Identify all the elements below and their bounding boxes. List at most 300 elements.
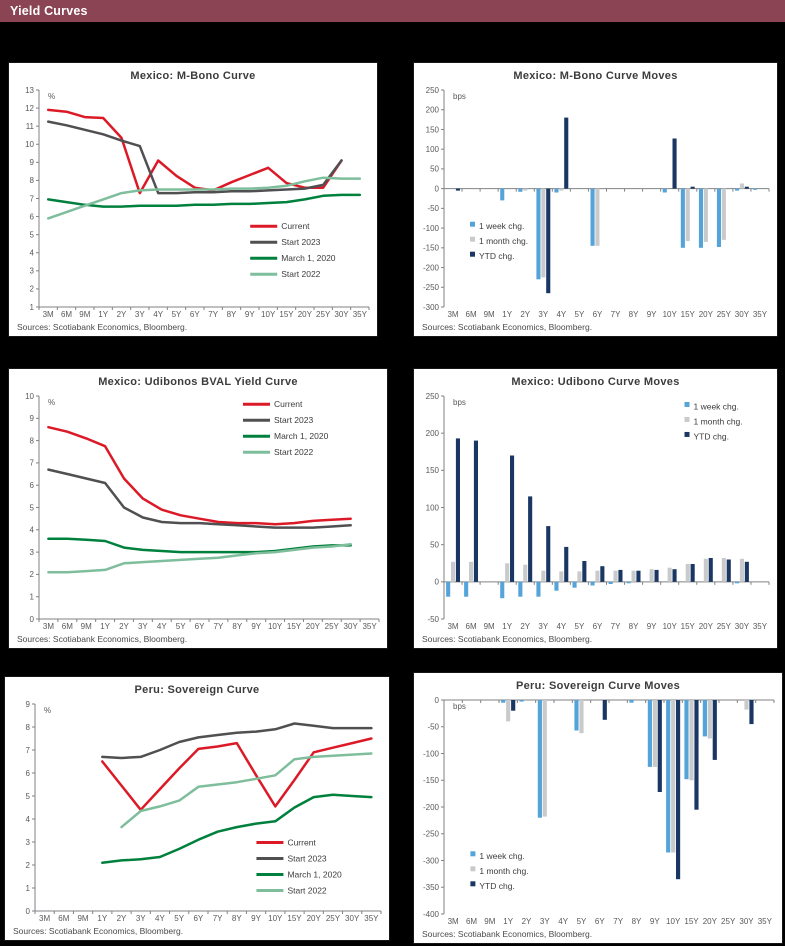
bar-1 month chg.	[671, 700, 675, 853]
bar-YTD chg.	[676, 700, 680, 879]
x-tick-label: 3M	[42, 622, 55, 631]
y-tick-label: 100	[425, 503, 439, 513]
bar-1 month chg.	[653, 700, 657, 767]
y-tick-label: 12	[25, 103, 34, 113]
x-tick-label: 3M	[39, 914, 51, 923]
y-tick-label: 8	[29, 436, 34, 446]
unit-label: bps	[453, 92, 466, 101]
bar-1 month chg.	[704, 189, 708, 242]
x-tick-label: 6Y	[594, 917, 605, 926]
bar-1 week chg.	[538, 700, 542, 818]
y-tick-label: -100	[422, 223, 439, 233]
x-tick-label: 3Y	[539, 917, 550, 926]
x-tick-label: 8Y	[628, 622, 639, 631]
bar-1 week chg.	[735, 189, 739, 191]
y-tick-label: 1	[25, 883, 30, 893]
panel-peru-sovereign-curve-moves	[413, 672, 783, 944]
bar-1 month chg.	[614, 571, 618, 582]
x-tick-label: 25Y	[716, 310, 731, 319]
bar-YTD chg.	[582, 561, 586, 582]
mexico-mbono-curve-plot	[9, 83, 377, 322]
bar-YTD chg.	[474, 441, 478, 582]
chart-sources: Sources: Scotiabank Economics, Bloomberg.	[17, 322, 188, 332]
bar-1 week chg.	[629, 700, 633, 703]
x-tick-label: 3M	[447, 622, 459, 631]
x-tick-label: 9M	[483, 622, 495, 631]
chart-sources: Sources: Scotiabank Economics, Bloomberg.	[17, 634, 188, 644]
x-tick-label: 25Y	[721, 917, 736, 926]
series-Current	[48, 110, 341, 193]
x-tick-label: 3Y	[137, 622, 148, 631]
bar-1 week chg.	[663, 189, 667, 193]
bar-1 month chg.	[668, 568, 672, 582]
bar-1 month chg.	[505, 563, 509, 582]
bar-1 month chg.	[686, 564, 690, 582]
x-tick-label: 25Y	[324, 622, 339, 631]
peru-sovereign-curve-moves-plot	[414, 693, 782, 929]
legend-label: Current	[274, 399, 303, 410]
x-tick-label: 35Y	[352, 310, 367, 319]
x-tick-label: 10Y	[261, 310, 276, 319]
bar-1 week chg.	[574, 700, 578, 731]
x-tick-label: 4Y	[155, 914, 165, 923]
mexico-udibono-curve-moves-plot	[414, 389, 777, 634]
y-tick-label: 5	[29, 230, 34, 240]
y-tick-label: 100	[425, 144, 439, 154]
bar-YTD chg.	[546, 189, 550, 294]
series-March 1, 2020	[102, 795, 371, 863]
x-tick-label: 5Y	[576, 917, 587, 926]
bar-YTD chg.	[673, 569, 677, 582]
legend-label: YTD chg.	[479, 251, 515, 262]
x-tick-label: 4Y	[153, 310, 164, 319]
x-tick-label: 5Y	[174, 914, 185, 923]
x-tick-label: 20Y	[297, 310, 312, 319]
y-tick-label: 10	[25, 140, 34, 150]
bar-1 week chg.	[500, 189, 504, 201]
y-tick-label: 9	[29, 158, 34, 168]
bar-1 month chg.	[595, 571, 599, 582]
x-tick-label: 10Y	[662, 622, 677, 631]
y-tick-label: 7	[25, 745, 30, 755]
y-tick-label: 4	[29, 248, 34, 258]
x-tick-label: 20Y	[698, 622, 713, 631]
x-tick-label: 1Y	[100, 622, 111, 631]
bar-1 month chg.	[506, 700, 510, 721]
y-tick-label: 4	[29, 525, 34, 535]
legend-label: 1 month chg.	[693, 416, 743, 427]
y-tick-label: 2	[29, 570, 34, 580]
bar-1 week chg.	[703, 700, 707, 736]
x-tick-label: 20Y	[702, 917, 717, 926]
x-tick-label: 2Y	[520, 310, 531, 319]
y-tick-label: 7	[29, 194, 34, 204]
bar-1 month chg.	[689, 700, 693, 780]
bar-YTD chg.	[528, 496, 532, 582]
x-tick-label: 2Y	[521, 917, 532, 926]
x-tick-label: 20Y	[306, 914, 321, 923]
x-tick-label: 1Y	[97, 914, 108, 923]
bar-1 month chg.	[744, 700, 748, 710]
y-tick-label: -200	[422, 263, 439, 273]
legend-swatch	[470, 237, 475, 242]
y-tick-label: 0	[29, 614, 34, 624]
x-tick-label: 30Y	[739, 917, 754, 926]
unit-label: %	[48, 92, 56, 101]
x-tick-label: 6Y	[592, 622, 603, 631]
y-tick-label: 11	[25, 121, 34, 131]
x-tick-label: 7Y	[208, 310, 219, 319]
series-March 1, 2020	[48, 195, 360, 207]
x-tick-label: 6M	[58, 914, 70, 923]
bar-YTD chg.	[564, 547, 568, 582]
y-tick-label: 8	[29, 176, 34, 186]
x-tick-label: 25Y	[316, 310, 331, 319]
bar-YTD chg.	[456, 189, 460, 191]
chart-title: Mexico: M-Bono Curve	[130, 70, 256, 82]
legend-label: Start 2022	[281, 269, 321, 280]
bar-1 week chg.	[520, 700, 524, 702]
x-tick-label: 1Y	[503, 917, 514, 926]
y-tick-label: -150	[422, 243, 439, 253]
x-tick-label: 10Y	[268, 914, 283, 923]
bar-1 week chg.	[554, 582, 558, 591]
legend-label: Start 2023	[281, 237, 321, 248]
series-Start 2023	[102, 724, 371, 759]
x-tick-label: 9M	[80, 622, 92, 631]
unit-label: %	[48, 398, 56, 407]
y-tick-label: 1	[29, 302, 34, 312]
series-Current	[102, 739, 371, 810]
bar-1 month chg.	[722, 189, 726, 240]
x-tick-label: 5Y	[175, 622, 186, 631]
bar-1 month chg.	[650, 569, 654, 582]
bar-1 month chg.	[708, 700, 712, 739]
bar-YTD chg.	[510, 456, 514, 582]
bar-1 week chg.	[500, 582, 504, 598]
y-tick-label: 3	[25, 837, 30, 847]
bar-1 month chg.	[704, 559, 708, 582]
panel-mexico-mbono-curve-moves	[413, 62, 778, 337]
y-tick-label: 4	[25, 814, 30, 824]
chart-title: Peru: Sovereign Curve Moves	[516, 680, 680, 692]
x-tick-label: 30Y	[734, 310, 750, 319]
bar-1 week chg.	[518, 582, 522, 597]
bar-YTD chg.	[694, 700, 698, 810]
bar-1 month chg.	[559, 571, 563, 581]
bar-1 month chg.	[686, 189, 690, 242]
bar-1 week chg.	[684, 700, 688, 779]
x-tick-label: 1Y	[98, 310, 109, 319]
x-tick-label: 4Y	[556, 622, 567, 631]
y-tick-label: 150	[425, 466, 439, 476]
legend-swatch	[470, 866, 475, 871]
x-tick-label: 7Y	[613, 917, 624, 926]
bar-YTD chg.	[691, 187, 695, 189]
panel-mexico-mbono-curve	[8, 62, 378, 337]
chart-sources: Sources: Scotiabank Economics, Bloomberg.	[422, 929, 593, 939]
legend-label: 1 month chg.	[479, 236, 529, 247]
y-tick-label: 6	[25, 768, 30, 778]
x-tick-label: 9Y	[251, 914, 261, 923]
chart-sources: Sources: Scotiabank Economics, Bloomberg.	[422, 322, 593, 332]
legend-label: 1 month chg.	[479, 865, 529, 876]
bar-YTD chg.	[511, 700, 515, 711]
y-tick-label: 2	[25, 860, 30, 870]
x-tick-label: 1Y	[502, 310, 513, 319]
bar-1 week chg.	[753, 189, 757, 190]
chart-title: Mexico: Udibono Curve Moves	[511, 376, 680, 388]
bar-1 month chg.	[740, 184, 744, 189]
unit-label: bps	[453, 702, 466, 711]
bar-YTD chg.	[658, 700, 662, 792]
x-tick-label: 9M	[483, 310, 495, 319]
x-tick-label: 35Y	[752, 310, 768, 319]
x-tick-label: 15Y	[287, 914, 302, 923]
x-tick-label: 4Y	[556, 310, 567, 319]
bar-YTD chg.	[745, 562, 749, 582]
page-title: Yield Curves	[10, 4, 88, 18]
legend-label: Current	[281, 221, 310, 232]
y-tick-label: 250	[425, 85, 439, 95]
x-tick-label: 3Y	[538, 310, 549, 319]
y-tick-label: 0	[434, 184, 439, 194]
y-tick-label: 200	[425, 105, 439, 115]
y-tick-label: -200	[422, 802, 439, 812]
bar-1 week chg.	[591, 189, 595, 246]
x-tick-label: 9M	[484, 917, 496, 926]
legend-label: Start 2023	[274, 415, 314, 426]
x-tick-label: 15Y	[680, 622, 695, 631]
x-tick-label: 9Y	[646, 310, 657, 319]
y-tick-label: -100	[422, 749, 439, 759]
y-tick-label: 5	[25, 791, 30, 801]
x-tick-label: 8Y	[232, 622, 243, 631]
x-tick-label: 3M	[447, 310, 459, 319]
chart-title: Peru: Sovereign Curve	[134, 684, 260, 696]
y-tick-label: -250	[422, 283, 439, 293]
y-tick-label: -350	[422, 883, 439, 893]
x-tick-label: 6M	[60, 310, 73, 319]
legend-swatch	[685, 402, 690, 407]
legend-swatch	[470, 252, 475, 257]
legend-swatch	[470, 222, 475, 227]
bar-1 month chg.	[541, 571, 545, 582]
mexico-mbono-curve-moves-plot	[414, 83, 777, 322]
y-tick-label: -50	[427, 722, 439, 732]
bar-YTD chg.	[600, 566, 604, 582]
x-tick-label: 8Y	[631, 917, 642, 926]
x-tick-label: 15Y	[279, 310, 294, 319]
series-March 1, 2020	[48, 539, 350, 552]
x-tick-label: 3M	[42, 310, 54, 319]
y-tick-label: 7	[29, 458, 34, 468]
legend-label: Start 2022	[274, 447, 314, 458]
y-tick-label: 9	[29, 414, 34, 424]
bar-1 month chg.	[543, 700, 547, 817]
bar-YTD chg.	[603, 700, 607, 720]
legend-swatch	[470, 881, 475, 886]
y-tick-label: 0	[434, 577, 439, 587]
bar-YTD chg.	[745, 187, 749, 189]
bar-1 week chg.	[735, 582, 739, 584]
x-tick-label: 6Y	[193, 914, 204, 923]
bar-1 week chg.	[648, 700, 652, 767]
x-tick-label: 10Y	[666, 917, 681, 926]
x-tick-label: 10Y	[662, 310, 677, 319]
x-tick-label: 2Y	[116, 310, 127, 319]
y-tick-label: 6	[29, 481, 34, 490]
x-tick-label: 9Y	[251, 622, 262, 631]
y-tick-label: 13	[25, 85, 34, 95]
bar-1 week chg.	[666, 700, 670, 853]
chart-title: Mexico: M-Bono Curve Moves	[513, 70, 678, 82]
bar-1 month chg.	[451, 562, 455, 582]
x-tick-label: 6M	[465, 622, 477, 631]
unit-label: bps	[453, 398, 466, 407]
panel-peru-sovereign-curve	[4, 676, 390, 941]
y-tick-label: -150	[422, 776, 439, 786]
x-tick-label: 8Y	[231, 914, 242, 923]
bar-1 week chg.	[446, 582, 450, 597]
bar-1 month chg.	[541, 189, 545, 278]
y-tick-label: -300	[422, 302, 439, 312]
y-tick-label: 0	[25, 906, 30, 916]
legend-label: March 1, 2020	[281, 253, 336, 264]
x-tick-label: 5Y	[574, 622, 585, 631]
y-tick-label: -50	[427, 614, 439, 624]
bar-1 week chg.	[536, 189, 540, 280]
x-tick-label: 15Y	[680, 310, 695, 319]
x-tick-label: 6Y	[189, 310, 200, 319]
bar-1 month chg.	[577, 571, 581, 581]
bar-1 week chg.	[609, 582, 613, 584]
x-tick-label: 35Y	[752, 622, 768, 631]
y-tick-label: 50	[430, 540, 439, 550]
y-tick-label: -300	[422, 856, 439, 866]
y-tick-label: 150	[425, 125, 439, 135]
bar-YTD chg.	[618, 570, 622, 582]
x-tick-label: 10Y	[267, 622, 283, 631]
x-tick-label: 9Y	[649, 917, 660, 926]
x-tick-label: 15Y	[286, 622, 302, 631]
x-tick-label: 3Y	[538, 622, 549, 631]
x-tick-label: 8Y	[226, 310, 237, 319]
bar-1 week chg.	[464, 582, 468, 597]
x-tick-label: 8Y	[628, 310, 639, 319]
bar-1 month chg.	[523, 565, 527, 582]
bar-1 month chg.	[469, 562, 473, 582]
y-tick-label: 9	[25, 699, 30, 709]
bar-YTD chg.	[727, 560, 731, 582]
header-bar	[0, 0, 785, 22]
bar-YTD chg.	[713, 700, 717, 760]
x-tick-label: 1Y	[502, 622, 513, 631]
bar-YTD chg.	[691, 564, 695, 582]
peru-sovereign-curve-plot	[5, 697, 389, 926]
bar-YTD chg.	[564, 118, 568, 189]
x-tick-label: 35Y	[364, 914, 379, 923]
bar-1 month chg.	[559, 189, 563, 191]
legend-label: 1 week chg.	[479, 221, 525, 232]
x-tick-label: 7Y	[212, 914, 223, 923]
y-tick-label: -250	[422, 829, 439, 839]
x-tick-label: 9Y	[646, 622, 657, 631]
y-tick-label: -400	[422, 909, 439, 919]
bar-YTD chg.	[546, 526, 550, 582]
panel-mexico-udibonos-curve	[8, 368, 388, 649]
bar-1 week chg.	[501, 700, 505, 703]
x-tick-label: 7Y	[610, 310, 621, 319]
unit-label: %	[44, 706, 52, 715]
x-tick-label: 5Y	[574, 310, 585, 319]
x-tick-label: 3Y	[135, 914, 146, 923]
x-tick-label: 4Y	[558, 917, 569, 926]
x-tick-label: 6M	[465, 310, 477, 319]
legend-swatch	[685, 417, 690, 422]
x-tick-label: 4Y	[156, 622, 167, 631]
panel-mexico-udibono-curve-moves	[413, 368, 778, 649]
x-tick-label: 20Y	[305, 622, 321, 631]
bar-1 month chg.	[595, 189, 599, 246]
x-tick-label: 9M	[79, 310, 91, 319]
bar-1 week chg.	[699, 189, 703, 248]
series-Start 2022	[48, 544, 350, 572]
y-tick-label: 250	[425, 391, 439, 401]
y-tick-label: 6	[29, 212, 34, 222]
bar-1 week chg.	[536, 582, 540, 597]
y-tick-label: 10	[25, 391, 34, 401]
x-tick-label: 30Y	[343, 622, 358, 631]
x-tick-label: 3Y	[134, 310, 145, 319]
bar-YTD chg.	[655, 570, 659, 582]
y-tick-label: 0	[434, 695, 439, 705]
x-tick-label: 9Y	[244, 310, 255, 319]
bar-YTD chg.	[709, 558, 713, 582]
y-tick-label: 3	[29, 547, 34, 557]
x-tick-label: 25Y	[716, 622, 731, 631]
series-Current	[48, 427, 350, 524]
y-tick-label: 3	[29, 266, 34, 276]
y-tick-label: 2	[29, 284, 34, 294]
chart-sources: Sources: Scotiabank Economics, Bloomberg.	[422, 634, 593, 644]
bar-1 week chg.	[591, 582, 595, 586]
bar-YTD chg.	[673, 139, 677, 189]
legend-label: 1 week chg.	[693, 401, 739, 412]
mexico-udibonos-curve-plot	[9, 389, 387, 634]
x-tick-label: 3M	[447, 917, 459, 926]
x-tick-label: 6Y	[194, 622, 205, 631]
x-tick-label: 2Y	[116, 914, 127, 923]
bar-YTD chg.	[456, 438, 460, 582]
y-tick-label: -50	[427, 204, 439, 214]
bar-1 month chg.	[632, 571, 636, 582]
chart-sources: Sources: Scotiabank Economics, Bloomberg.	[13, 926, 184, 936]
bar-1 week chg.	[554, 189, 558, 193]
y-tick-label: 5	[29, 503, 34, 513]
legend-label: March 1, 2020	[274, 431, 329, 442]
x-tick-label: 7Y	[610, 622, 621, 631]
bar-1 week chg.	[573, 582, 577, 588]
y-tick-label: 50	[430, 164, 439, 174]
y-tick-label: 200	[425, 428, 439, 438]
x-tick-label: 2Y	[119, 622, 129, 631]
x-tick-label: 6M	[61, 622, 73, 631]
x-tick-label: 30Y	[345, 914, 360, 923]
legend-label: March 1, 2020	[287, 869, 342, 880]
x-tick-label: 5Y	[171, 310, 182, 319]
bar-YTD chg.	[636, 571, 640, 582]
